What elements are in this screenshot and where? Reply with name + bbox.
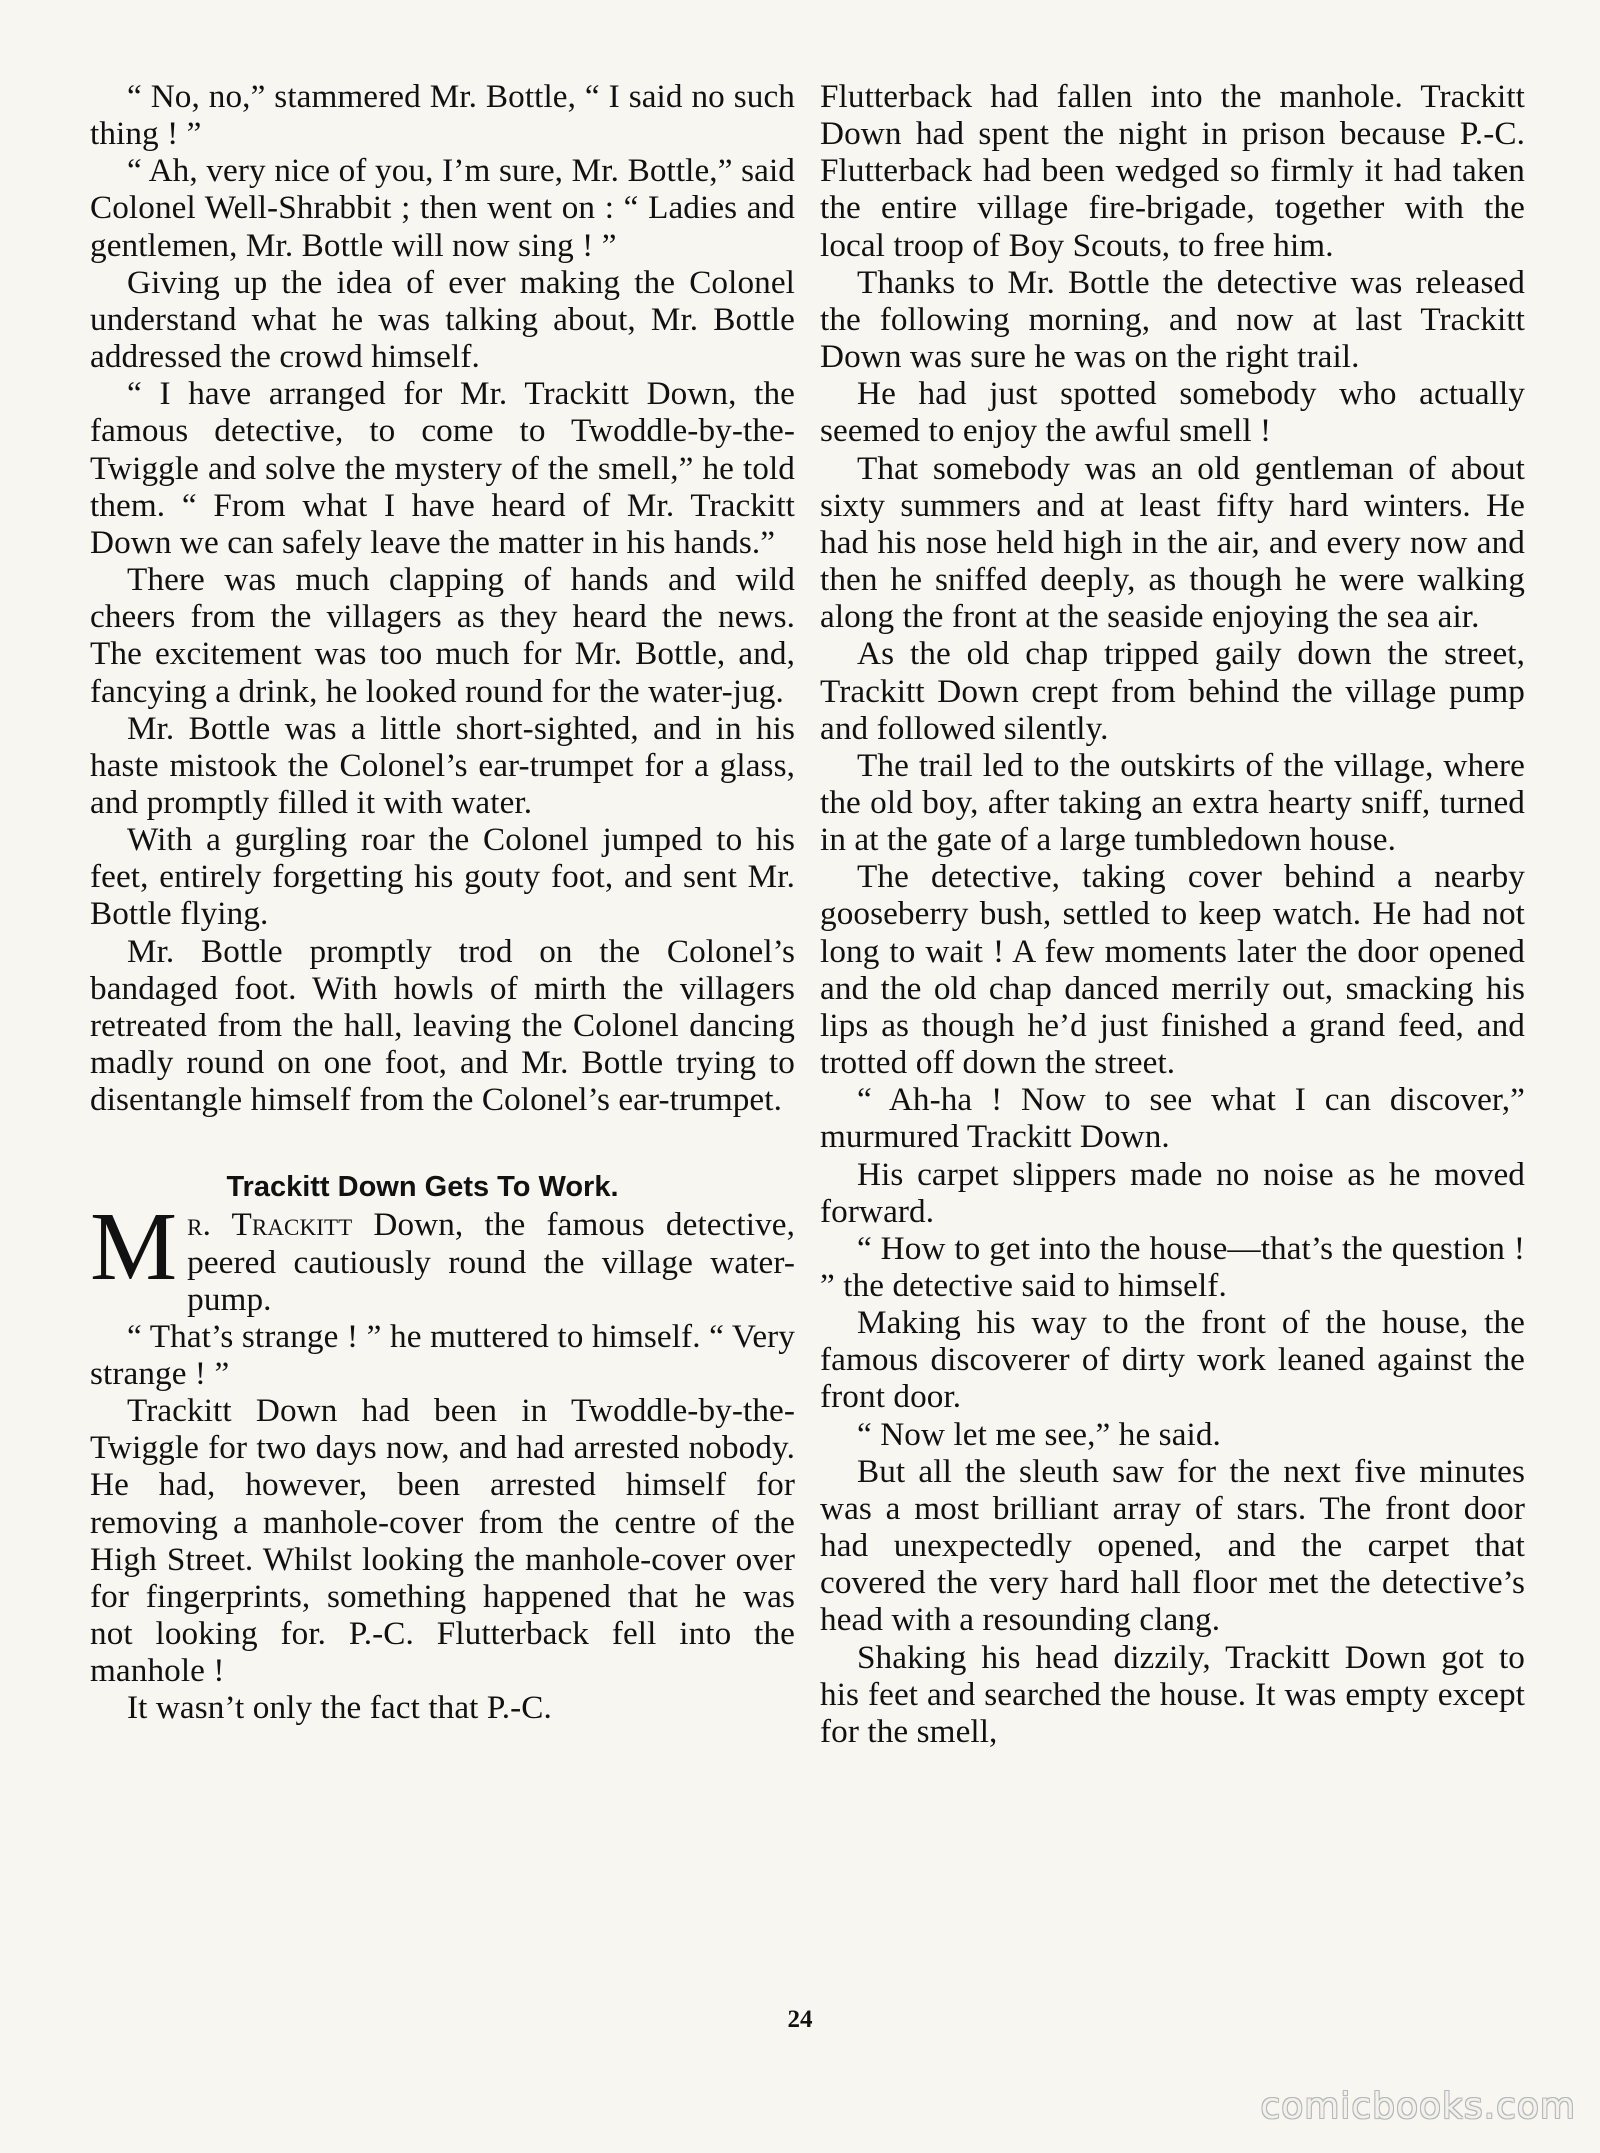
paragraph: He had just spotted somebody who actually seemed to enjoy the awful smell !	[820, 375, 1525, 450]
paragraph: “ How to get into the house—that’s the question ! ” the detective said to himself.	[820, 1229, 1525, 1304]
paragraph: There was much clapping of hands and wild cheers from the villagers as they heard the news. The excitement was too much for Mr. Bottle, and, fancying a drink, he looked round for the water-jug.	[90, 561, 795, 710]
paragraph: Giving up the idea of ever making the Colonel understand what he was talking about, Mr. Bottle addressed the crowd himself.	[90, 263, 795, 376]
paragraph: Mr. Bottle was a little short-sighted, and in his haste mistook the Colonel’s ear-trumpet for a glass, and promptly filled it with water.	[90, 709, 795, 821]
lead-text: Down, the famous detective, peered cautiously round the village water-pump.	[187, 1206, 795, 1318]
lead-small-caps: r. Trackitt	[187, 1206, 353, 1244]
paragraph: Making his way to the front of the house, the famous discoverer of dirty work leaned against the front door.	[820, 1304, 1525, 1416]
right-column	[820, 78, 1525, 1750]
paragraph: But all the sleuth saw for the next five minutes was a most brilliant array of stars. The front door had unexpectedly opened, and the carpet that covered the very hard hall floor met the detective’s head with a resounding clang.	[820, 1452, 1525, 1639]
section-heading: Trackitt Down Gets To Work.	[226, 1171, 619, 1204]
left-column	[90, 78, 795, 1727]
paragraph: With a gurgling roar the Colonel jumped to his feet, entirely forgetting his gouty foot, and sent Mr. Bottle flying.	[90, 821, 795, 933]
paragraph: The detective, taking cover behind a nearby gooseberry bush, settled to keep watch. He had not long to wait ! A few moments later the door opened and the old chap danced merrily out, smacking his lips as though he’d just finished a grand feed, and trotted off down the street.	[820, 858, 1525, 1082]
page-number: 24	[787, 2006, 813, 2033]
drop-cap: M	[90, 1193, 178, 1302]
paragraph: The trail led to the outskirts of the village, where the old boy, after taking an extra hearty sniff, turned in at the gate of a large tumbledown house.	[820, 746, 1525, 859]
paragraph-continued: Flutterback had fallen into the manhole. Trackitt Down had spent the night in prison because P.-C. Flutterback had been wedged so firmly it had taken the entire village fire-brigade, together with the local troop of Boy Scouts, to free him.	[820, 78, 1525, 264]
paragraph: Thanks to Mr. Bottle the detective was released the following morning, and now at last Trackitt Down was sure he was on the right trail.	[820, 263, 1525, 376]
lead-paragraph-block	[90, 1193, 795, 1318]
paragraph: Mr. Bottle promptly trod on the Colonel’s bandaged foot. With howls of mirth the villagers retreated from the hall, leaving the Colonel dancing madly round on one foot, and Mr. Bottle trying to disentangle himself from the Colonel’s ear-trumpet.	[90, 932, 795, 1119]
paragraph: “ Ah, very nice of you, I’m sure, Mr. Bottle,” said Colonel Well-Shrabbit ; then went on : “ Ladies and gentlemen, Mr. Bottle will now sing ! ”	[90, 152, 795, 264]
paragraph: His carpet slippers made no noise as he moved forward.	[820, 1155, 1525, 1230]
watermark: comicbooks.com	[1260, 2086, 1576, 2127]
paragraph: “ I have arranged for Mr. Trackitt Down, the famous detective, to come to Twoddle-by-the-Twiggle and solve the mystery of the smell,” he told them. “ From what I have heard of Mr. Trackitt Down we can safely leave the matter in his hands.”	[90, 375, 795, 561]
paragraph: “ Ah-ha ! Now to see what I can discover,” murmured Trackitt Down.	[820, 1081, 1525, 1156]
paragraph: It wasn’t only the fact that P.-C.	[127, 1689, 552, 1727]
paragraph: “ Now let me see,” he said.	[857, 1415, 1221, 1453]
paragraph: As the old chap tripped gaily down the street, Trackitt Down crept from behind the village pump and followed silently.	[820, 635, 1525, 747]
paragraph: That somebody was an old gentleman of about sixty summers and at least fifty hard winters. He had his nose held high in the air, and every now and then he sniffed deeply, as though he were walking along the front at the seaside enjoying the sea air.	[820, 449, 1525, 636]
paragraph: “ No, no,” stammered Mr. Bottle, “ I said no such thing ! ”	[90, 78, 795, 153]
paragraph: Trackitt Down had been in Twoddle-by-the-Twiggle for two days now, and had arrested nobody. He had, however, been arrested himself for removing a manhole-cover from the centre of the High Street. Whilst looking the manhole-cover over for fingerprints, something happened that he was not looking for. P.-C. Flutterback fell into the manhole !	[90, 1392, 795, 1690]
lead-paragraph	[90, 1193, 795, 1318]
paragraph: “ That’s strange ! ” he muttered to himself. “ Very strange ! ”	[90, 1317, 795, 1392]
paragraph: Shaking his head dizzily, Trackitt Down got to his feet and searched the house. It was empty except for the smell,	[820, 1638, 1525, 1750]
